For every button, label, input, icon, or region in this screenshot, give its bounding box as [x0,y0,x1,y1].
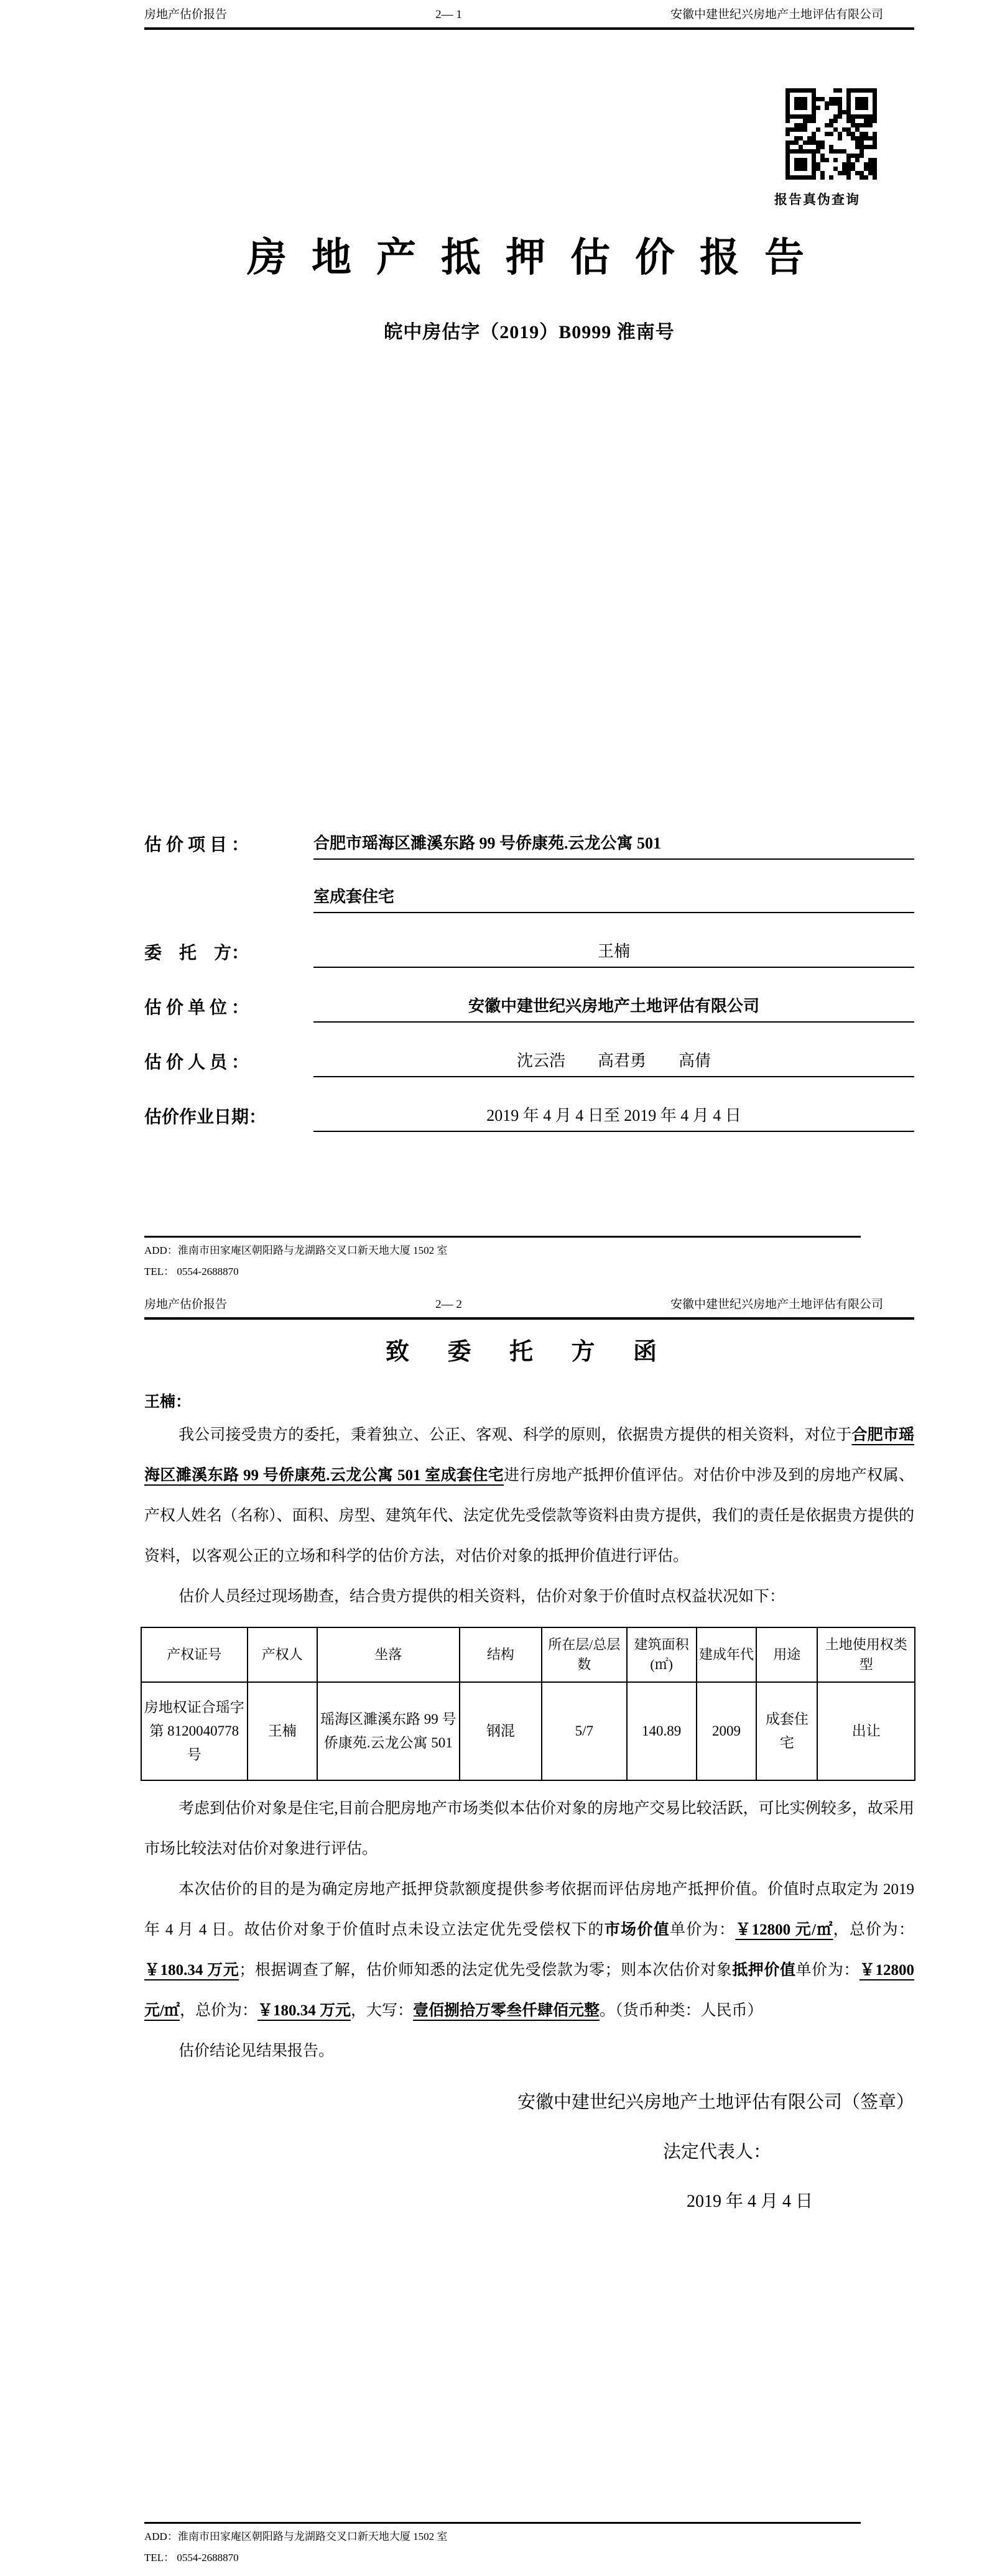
signature-block [144,2090,914,2214]
field-work-date-value: 2019 年 4 月 4 日至 2019 年 4 月 4 日 [313,1106,914,1133]
header-rule [144,27,914,30]
letter-title: 致 委 托 方 函 [385,1339,673,1365]
page1-footer [144,1236,914,1282]
col-location: 坐落 [317,1627,460,1682]
cell-cert-no: 房地权证合瑶字第 8120040778 号 [141,1682,248,1780]
page1-header [144,0,914,22]
footer-tel: TEL： 0554-2688870 [144,2552,239,2564]
col-use: 用途 [756,1627,817,1682]
header-page-number: 2— 2 [435,1298,462,1311]
field-appraisers-value: 沈云浩 高君勇 高倩 [313,1051,914,1078]
header-company-name: 安徽中建世纪兴房地产土地评估有限公司 [670,1298,883,1311]
col-area: 建筑面积(㎡) [627,1627,697,1682]
field-project-line2 [144,860,914,913]
doc-number: 皖中房估字（2019）B0999 淮南号 [384,322,675,343]
paragraph-1: 我公司接受贵方的委托，秉着独立、公正、客观、科学的原则，依据贵方提供的相关资料，对位于合肥市瑶海区濉溪东路 99 号侨康苑.云龙公寓 501 室成套住宅进行房地产抵押价值评估。对估价中涉及到的房地产权属、产权人姓名（名称）、面积、房型、建筑年代、法定优先受偿款等资料由贵方提供，我们的责任是依据贵方提供的资料，以客观公正的立场和科学的估价方法，对估价对象的抵押价值进行评估。 [144,1427,914,1565]
header-rule [144,1317,914,1320]
cover-fields [144,805,914,1132]
field-appraisers [144,1023,914,1077]
field-project-value: 合肥市瑶海区濉溪东路 99 号侨康苑.云龙公寓 501 [313,834,914,860]
field-agency-value: 安徽中建世纪兴房地产土地评估有限公司 [313,996,914,1023]
paragraph-3: 考虑到估价对象是住宅,目前合肥房地产市场类似本估价对象的房地产交易比较活跃，可比实例较多，故采用市场比较法对估价对象进行评估。 [144,1800,914,1857]
col-structure: 结构 [460,1627,542,1682]
qr-code-icon [785,88,877,180]
field-work-date [144,1077,914,1132]
cell-location: 瑶海区濉溪东路 99 号侨康苑.云龙公寓 501 [317,1682,460,1780]
header-company-name: 安徽中建世纪兴房地产土地评估有限公司 [670,8,883,21]
field-project [144,805,914,860]
cell-owner: 王楠 [248,1682,317,1780]
header-doc-type: 房地产估价报告 [144,1298,228,1311]
signature-legal-rep: 法定代表人： [662,2142,771,2162]
footer-rule [144,2522,861,2524]
report-title: 房 地 产 抵 押 估 价 报 告 [247,236,812,280]
spacer [144,344,914,805]
cell-use: 成套住宅 [756,1682,817,1780]
field-client-value: 王楠 [313,942,914,968]
cell-land-right: 出让 [817,1682,915,1780]
field-work-date-label: 估价作业日期： [144,1108,267,1127]
paragraph-5: 估价结论见结果报告。 [178,2043,335,2059]
field-client-label: 委 托 方： [144,944,249,963]
cell-year: 2009 [697,1682,756,1780]
qr-block [774,88,879,208]
col-owner: 产权人 [248,1627,317,1682]
signature-date: 2019 年 4 月 4 日 [686,2192,813,2211]
header-page-number: 2— 1 [435,8,462,21]
cell-floor: 5/7 [542,1682,626,1780]
table-header-row [141,1627,915,1682]
property-rights-table [141,1627,915,1781]
paragraph-4: 本次估价的目的是为确定房地产抵押贷款额度提供参考依据而评估房地产抵押价值。价值时点取定为 2019 年 4 月 4 日。故估价对象于价值时点未设立法定优先受偿权下的市场价值单价为：￥12800 元/㎡，总价为：￥180.34 万元；根据调查了解，估价师知悉的法定优先受偿款为零；则本次估价对象抵押价值单价为：￥12800 元/㎡，总价为：￥180.34 万元，大写：壹佰捌拾万零叁仟肆佰元整。（货币种类：人民币） [144,1881,914,2019]
field-client [144,913,914,968]
footer-address: ADD：淮南市田家庵区朝阳路与龙湖路交叉口新天地大厦 1502 室 [144,2531,448,2542]
field-project-value2: 室成套住宅 [313,887,914,914]
header-doc-type: 房地产估价报告 [144,8,228,21]
page2-header [144,1290,914,1312]
field-appraisers-label: 估 价 人 员 ： [144,1053,249,1072]
footer-tel: TEL： 0554-2688870 [144,1266,239,1277]
paragraph-2: 估价人员经过现场勘查，结合贵方提供的相关资料，估价对象于价值时点权益状况如下： [178,1588,785,1605]
col-cert-no: 产权证号 [141,1627,248,1682]
col-floor: 所在层/总层数 [542,1627,626,1682]
cell-area: 140.89 [627,1682,697,1780]
footer-address: ADD：淮南市田家庵区朝阳路与龙湖路交叉口新天地大厦 1502 室 [144,1244,448,1256]
col-year: 建成年代 [697,1627,756,1682]
field-agency-label: 估 价 单 位 ： [144,998,249,1018]
salutation: 王楠： [144,1394,192,1410]
col-land-right: 土地使用权类型 [817,1627,915,1682]
table-row [141,1682,915,1780]
field-agency [144,968,914,1023]
signature-company: 安徽中建世纪兴房地产土地评估有限公司（签章） [517,2092,914,2112]
page-2 [0,1290,987,2576]
cell-structure: 钢混 [460,1682,542,1780]
footer-rule [144,1236,861,1238]
field-project-label: 估 价 项 目 ： [144,835,249,855]
page2-footer [144,2522,914,2569]
qr-caption: 报告真伪查询 [774,192,860,207]
